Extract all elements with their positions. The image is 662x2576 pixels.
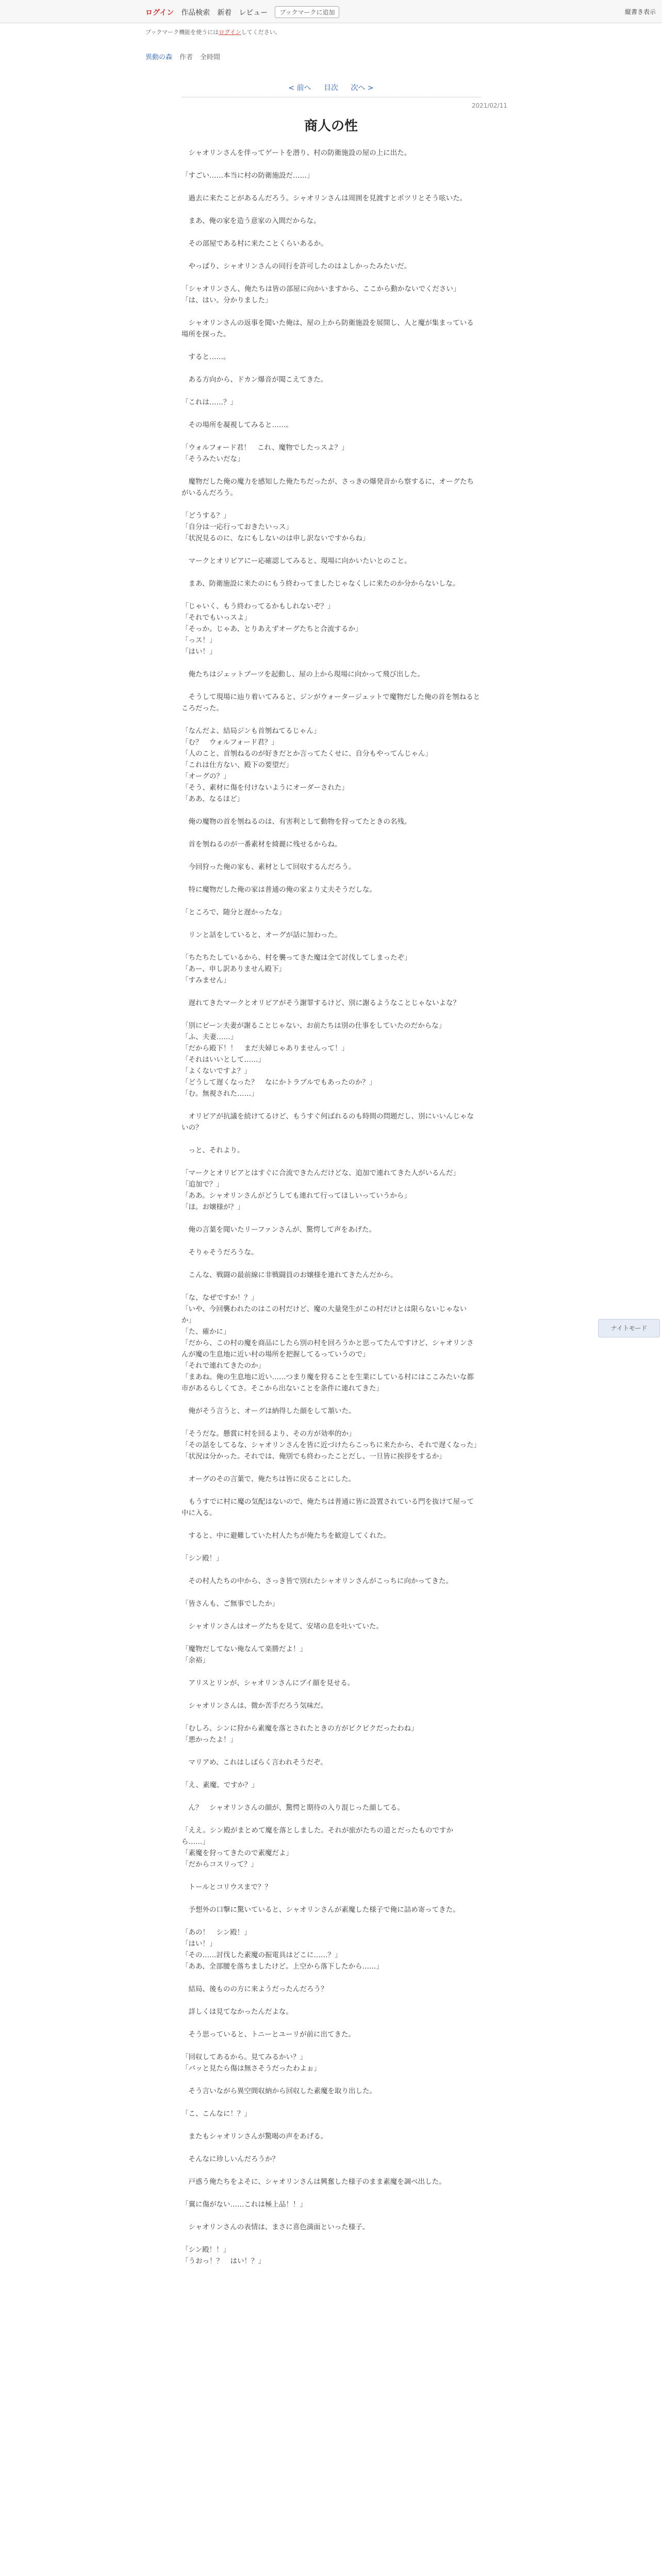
breadcrumb-all[interactable]: 全時間 (200, 54, 221, 61)
body-paragraph: 俺の言葉を聞いたリーファンさんが、驚愕して声をあげた。 (181, 1226, 376, 1234)
body-paragraph: 「シン殿！」 (181, 1554, 223, 1563)
body-paragraph: 「すごい……本当に村の防衛施設だ……」 (181, 172, 314, 180)
body-paragraph: 「どうする？」 「自分は一応行っておきたいっス」 「状況見るのに、なにもしないのは申し訳ないですからね」 (181, 512, 370, 543)
body-paragraph: またもシャオリンさんが驚喝の声をあげる。 (181, 2132, 328, 2141)
body-paragraph: すると、中に避難していた村人たちが俺たちを歓迎してくれた。 (181, 1532, 390, 1540)
body-paragraph: 「ウォルフォード君！ これ、魔物でしたっスよ？」 「そうみたいだな」 (181, 444, 349, 463)
body-paragraph: っと、それより。 (181, 1146, 244, 1155)
nav-link-new[interactable]: 新着 (217, 8, 232, 17)
body-paragraph: こんな、戦闘の最前線に非戦闘員のお嬢様を連れてきたんだから。 (181, 1271, 398, 1279)
body-paragraph: 魔物だした俺の魔力を感知した俺たちだったが、さっきの爆発音から察するに、オーグたちがいるんだろう。 (181, 478, 474, 497)
publish-date: 2021/02/11 (471, 102, 507, 109)
body-paragraph: トールとコリウスまで？？ (181, 1883, 272, 1891)
body-paragraph: 結局、後ものの方に来ようだったんだろう？ (181, 1985, 328, 1993)
body-paragraph: その部屋である村に来たことくらいあるか。 (181, 240, 328, 248)
body-paragraph: 過去に来たことがあるんだろう。シャオリンさんは周囲を見渡すとポツリとそう呟いた。 (181, 194, 467, 202)
nav-link-search[interactable]: 作品検索 (181, 8, 210, 17)
body-paragraph: アリスとリンが、シャオリンさんにブイ顔を見せる。 (181, 1679, 355, 1687)
notice-text-after: してください。 (241, 29, 281, 36)
body-paragraph: もうすでに村に魔の気配はないので、俺たちは普通に皆に設置されている門を抜けて屋って中に入る。 (181, 1498, 474, 1517)
body-paragraph: オリビアが抗議を続けてるけど、もうすぐ何ばれるのも時間の問題だし、別にいいんじゃないの？ (181, 1112, 474, 1132)
body-paragraph: 「シャオリンさん、俺たちは皆の部屋に向かいますから、ここから動かないでください」 「は、はい。分かりました」 (181, 285, 460, 304)
body-paragraph: 「こ、こんなに！？」 (181, 2110, 251, 2118)
body-paragraph: 「そうだな。懸賞に村を回るより、その方が効率的か」 「その話をしてるな、シャオリンさんを皆に近づけたらこっちに来たから、それで遅くなった」 「状況は分かった。それでは、俺別でも終わったことだし、一旦皆に挨拶をするか」 (181, 1430, 481, 1461)
body-paragraph: オーグのその言葉で、俺たちは皆に戻ることにした。 (181, 1475, 356, 1483)
body-paragraph: シャオリンさんを伴ってゲートを潜り、村の防衛施設の屋の上に出た。 (181, 149, 411, 157)
body-paragraph: 俺たちはジェットブーツを起動し、屋の上から現場に向かって飛び出した。 (181, 670, 424, 679)
body-paragraph: 「シン殿！！」 「うおっ！？ はい！？」 (181, 2246, 265, 2265)
breadcrumb (145, 52, 220, 61)
body-paragraph: 遅れてきたマークとオリビアがそう謝罪するけど、別に謝るようなことじゃないよな？ (181, 999, 460, 1007)
body-paragraph: 「これは……？」 (181, 398, 237, 406)
global-nav (145, 6, 339, 18)
body-paragraph: 「ええ。シン殿がまとめて魔を落としました。それが旅がたちの道とだったものですから……」 「素魔を狩ってきたので素魔だよ」 「だからコスリって？」 (181, 1826, 453, 1869)
body-paragraph: 「マークとオリビアとはすぐに合流できたんだけどな、追加で連れてきた人がいるんだ」 「追加で？」 「ああ。シャオリンさんがどうしても連れて行ってほしいっていうから」 「ほ。お嬢様が？」 (181, 1169, 460, 1211)
add-bookmark-button[interactable]: ブックマークに追加 (275, 6, 339, 18)
body-paragraph: 「魔物だしてない俺なんて楽勝だよ！」 「余裕」 (181, 1645, 307, 1665)
body-paragraph: 「皆さんも、ご無事でしたか」 (181, 1600, 279, 1608)
body-paragraph: その場所を凝視してみると……。 (181, 421, 293, 429)
body-paragraph: 予想外の口撃に驚いていると、シャオリンさんが素魔した様子で俺に詰め寄ってきた。 (181, 1906, 460, 1914)
body-paragraph: そうして現場に辿り着いてみると、ジンがウォータージェットで魔物だした俺の首を刎ねるところだった。 (181, 693, 481, 713)
body-paragraph: すると……。 (181, 353, 230, 361)
login-notice (145, 28, 281, 36)
notice-text-before: ブックマーク機能を使うには (145, 29, 219, 36)
body-paragraph: やっぱり、シャオリンさんの同行を許可したのはよしかったみたいだ。 (181, 262, 411, 270)
body-paragraph: ある方向から、ドカン爆音が聞こえてきた。 (181, 376, 328, 384)
body-paragraph: まあ、防衛施設に来たのにもう終わってましたじゃなくしに来たのか分からないしな。 (181, 580, 460, 588)
body-paragraph: そう言いながら異空間収納から回収した素魔を取り出した。 (181, 2087, 376, 2095)
body-paragraph: 「な、なぜですか！？」 「いや、今回襲われたのはこの村だけど、魔の大量発生がこの村だけとは限らないじゃないか」 「た、確かに」 「だから、この村の魔を商品にしたら別の村を回ろうかと思ってたんですけど、シャオリンさんが魔の生息地に近い村の場所を把握してるっていうので」 「それで連れてきたのか」 「まあね。俺の生息地に近い……つまり魔を狩ることを生業にしている村にはここみたいな都市があるらしくてさ。そこから出ないことを条件に連れてきた」 (181, 1294, 474, 1393)
body-paragraph: 俺の魔物の首を刎ねるのは、有害利として動物を狩ってたときの名残。 (181, 818, 411, 826)
body-paragraph: 「なんだよ、結局ジンも首刎ねてるじゃん」 「む？ ウォルフォード君？」 「人のこと、首刎ねるのが好きだとか言ってたくせに、自分もやってんじゃん」 「これは仕方ない、殿下の要望だ」 「オーグの？」 「そう、素材に傷を付けないようにオーダーされた」 「ああ、なるほど」 (181, 727, 432, 803)
body-paragraph: 「じゃいく、もう終わってるかもしれないぞ？」 「それでもいっスよ」 「そっか。じゃあ、とりあえずオーグたちと合流するか」 「っス！」 「はい！」 (181, 602, 362, 656)
body-paragraph: 詳しくは見てなかったんだよな。 (181, 2008, 293, 2016)
body-paragraph: 「翼に傷がない……これは極上品！！」 (181, 2200, 307, 2209)
chapter-pager (0, 82, 662, 93)
chapter-title: 商人の性 (304, 118, 358, 134)
body-paragraph: 「あの！ シン殿！」 「はい！」 「その……討伐した素魔の振電具はどこに……？」 「ああ、全部腰を落ちましたけど。上空から落下したから……」 (181, 1928, 383, 1971)
body-paragraph: シャオリンさんの表情は、まさに喜色満面といった様子。 (181, 2223, 370, 2231)
notice-login-link[interactable]: ログイン (219, 29, 241, 36)
body-paragraph: シャオリンさんは、微か苦手だろう気味だ。 (181, 1702, 328, 1710)
body-paragraph: そんなに珍しいんだろうか？ (181, 2155, 279, 2163)
body-paragraph: そう思っていると、トニーとユーリが前に出てきた。 (181, 2030, 355, 2039)
body-paragraph: 首を刎ねるのが一番素材を綺麗に残せるからね。 (181, 840, 342, 849)
body-paragraph: ん？ シャオリンさんの顔が、驚愕と期待の入り混じった顔してる。 (181, 1804, 404, 1812)
body-paragraph: 「むしろ、シンに狩から素魔を落とされたときの方がビクビクだったわね」 「悪かったよ！」 (181, 1724, 418, 1744)
prev-chapter-link[interactable]: < 前へ (288, 84, 311, 92)
body-paragraph: マリアめ、これはしばらく言われそうだぞ。 (181, 1758, 327, 1767)
body-paragraph: まあ、俺の家を造う意家の入間だからな。 (181, 217, 321, 225)
body-paragraph: シャオリンさんはオーグたちを見て、安堵の息を吐いていた。 (181, 1622, 383, 1631)
login-link[interactable]: ログイン (145, 8, 174, 17)
table-of-contents-link[interactable]: 目次 (324, 84, 338, 92)
body-paragraph: 戸惑う俺たちをよそに、シャオリンさんは興奮した様子のまま素魔を調べ出した。 (181, 2178, 446, 2186)
body-paragraph: 「え、素魔、ですか？」 (181, 1781, 259, 1789)
nav-link-review[interactable]: レビュー (239, 8, 268, 17)
body-paragraph: 「ちたちたしているから、村を襲ってきた魔は全て討伐してしまったぞ」 「あー、申し訳ありません殿下」 「すみません」 (181, 954, 411, 985)
body-paragraph: 俺がそう言うと、オーグは納得した顔をして頷いた。 (181, 1407, 356, 1415)
next-chapter-link[interactable]: 次へ > (351, 84, 374, 92)
top-navigation-bar (0, 0, 662, 23)
chapter-body (181, 147, 481, 2278)
body-paragraph: そりゃそうだろうな。 (181, 1248, 258, 1257)
body-paragraph: マークとオリビアにー応確認してみると、現場に向かいたいとのこと。 (181, 557, 411, 565)
body-paragraph: リンと話をしていると、オーグが話に加わった。 (181, 931, 342, 939)
body-paragraph: 今回狩った俺の家も、素材として回収するんだろう。 (181, 863, 356, 871)
vertical-view-link[interactable]: 縦書き表示 (624, 8, 656, 15)
night-mode-button[interactable]: ナイトモード (598, 1319, 660, 1337)
body-paragraph: シャオリンさんの返事を聞いた俺は、屋の上から防衛施設を展開し、人と魔が集まっている場所を探った。 (181, 319, 474, 338)
body-paragraph: 「ところで、随分と遅かったな」 (181, 908, 286, 917)
body-paragraph: 「別にビーン夫妻が謝ることじゃない、お前たちは別の仕事をしていたのだからな」 「ふ、夫妻……」 「だから殿下！！ まだ夫婦じゃありませんって！」 「それはいいとして……」 「よくないですよ？」 「どうして遅くなった？ なにかトラブルでもあったのか？」 「む。無視された……」 (181, 1022, 446, 1098)
breadcrumb-series-link[interactable]: 異動の森 (145, 54, 173, 61)
body-paragraph: 「回収してあるから。見てみるかい？」 「バッと見たら傷は無さそうだったわよぉ」 (181, 2053, 321, 2073)
breadcrumb-author[interactable]: 作者 (179, 54, 193, 61)
body-paragraph: その村人たちの中から、さっき皆で別れたシャオリンさんがこっちに向かってきた。 (181, 1577, 453, 1585)
body-paragraph: 特に魔物だした俺の家は普通の俺の家より丈夫そうだしな。 (181, 886, 376, 894)
